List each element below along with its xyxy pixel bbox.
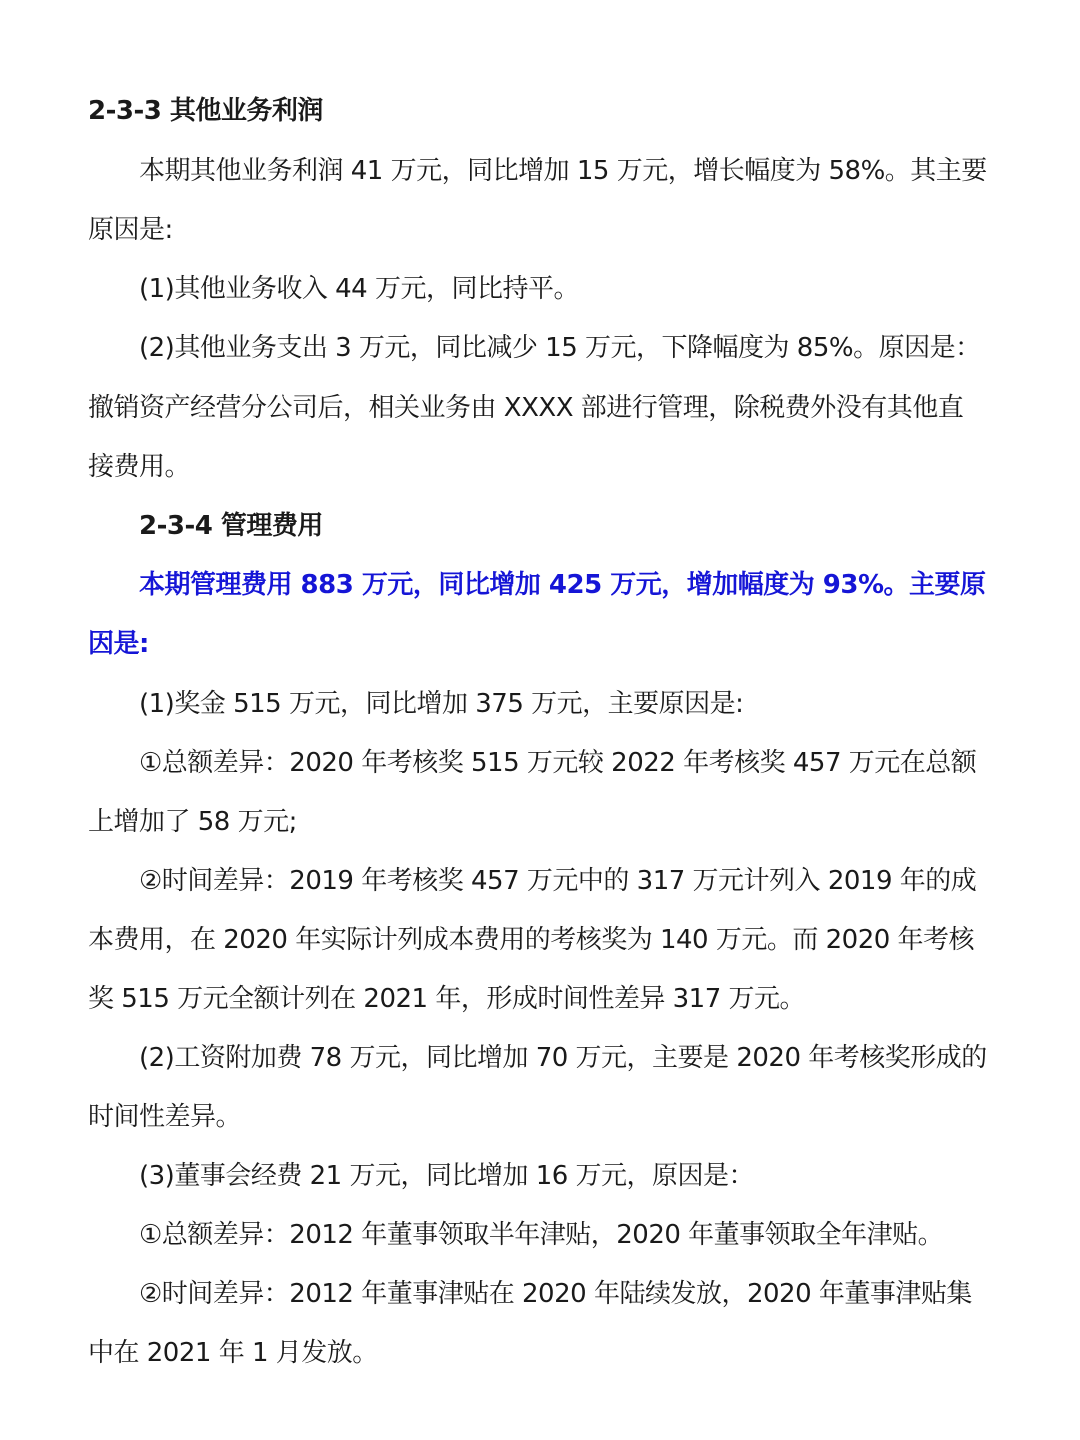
paragraph-line: 撤销资产经营分公司后，相关业务由 XXXX 部进行管理，除税费外没有其他直	[88, 393, 964, 423]
sub-item-total-diff: ①总额差异：2012 年董事领取半年津贴，2020 年董事领取全年津贴。	[139, 1220, 944, 1250]
paragraph-line: 中在 2021 年 1 月发放。	[88, 1338, 378, 1368]
sub-item-total-diff: ①总额差异：2020 年考核奖 515 万元较 2022 年考核奖 457 万元在总额	[139, 748, 977, 778]
paragraph-line: 本期其他业务利润 41 万元，同比增加 15 万元，增长幅度为 58%。其主要	[139, 156, 987, 186]
paragraph-line: 时间性差异。	[88, 1102, 242, 1132]
list-item-2: (2)其他业务支出 3 万元，同比减少 15 万元，下降幅度为 85%。原因是：	[139, 333, 981, 363]
list-item-board-expense: (3)董事会经费 21 万元，同比增加 16 万元，原因是：	[139, 1161, 755, 1191]
list-item-wage-surcharge: (2)工资附加费 78 万元，同比增加 70 万元，主要是 2020 年考核奖形成的	[139, 1043, 987, 1073]
highlight-summary-line: 因是:	[88, 629, 149, 659]
paragraph-line: 上增加了 58 万元;	[88, 807, 297, 837]
paragraph-line: 本费用，在 2020 年实际计列成本费用的考核奖为 140 万元。而 2020 年考核	[88, 925, 975, 955]
sub-item-time-diff: ②时间差异：2019 年考核奖 457 万元中的 317 万元计列入 2019 年的成	[139, 866, 977, 896]
sub-item-time-diff: ②时间差异：2012 年董事津贴在 2020 年陆续发放，2020 年董事津贴集	[139, 1279, 972, 1309]
paragraph-line: 接费用。	[88, 452, 191, 482]
list-item-1: (1)其他业务收入 44 万元，同比持平。	[139, 274, 579, 304]
paragraph-line: 奖 515 万元全额计列在 2021 年，形成时间性差异 317 万元。	[88, 984, 806, 1014]
section-heading-2-3-3: 2-3-3 其他业务利润	[88, 96, 323, 126]
highlight-summary-line: 本期管理费用 883 万元，同比增加 425 万元，增加幅度为 93%。主要原	[139, 570, 986, 600]
list-item-bonus: (1)奖金 515 万元，同比增加 375 万元，主要原因是:	[139, 689, 744, 719]
paragraph-line: 原因是:	[88, 215, 173, 245]
section-heading-2-3-4: 2-3-4 管理费用	[139, 511, 323, 541]
